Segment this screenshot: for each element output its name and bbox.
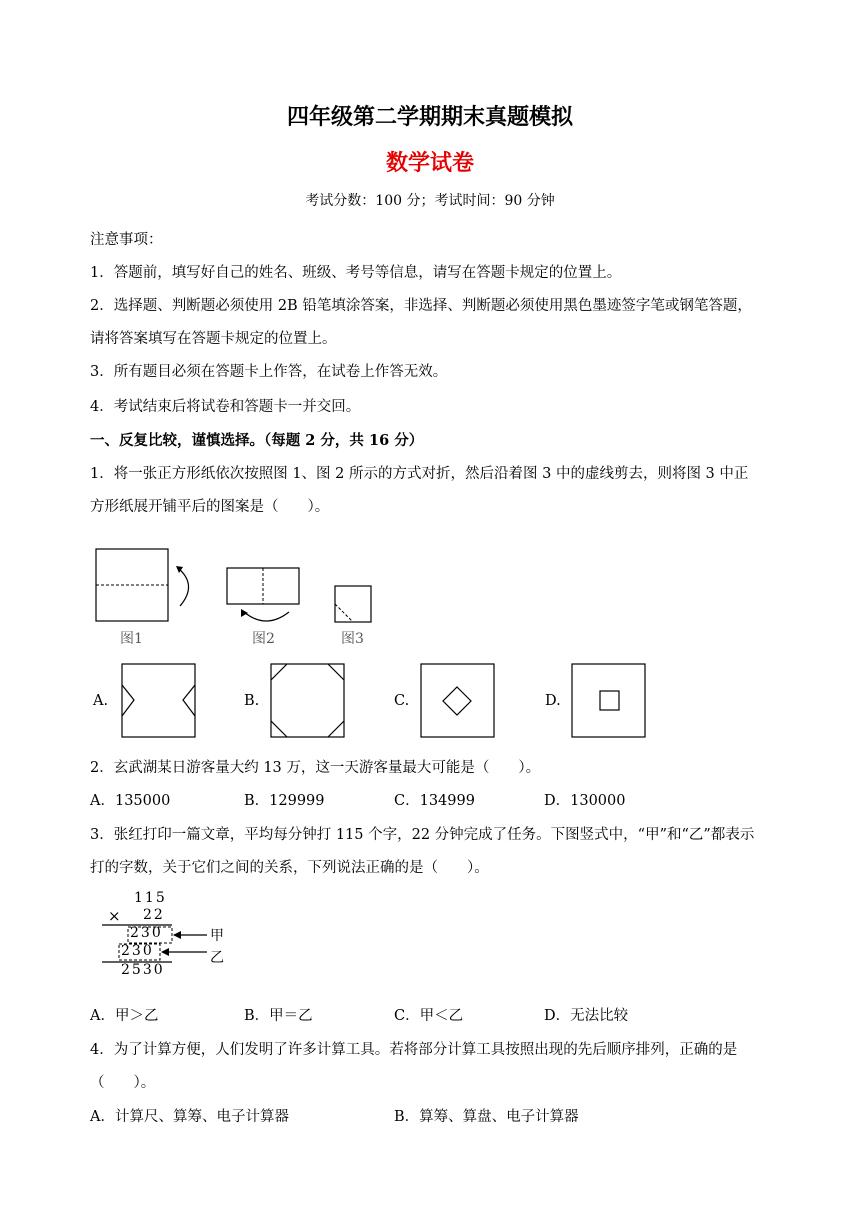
q2-option-a: A．135000 bbox=[90, 793, 171, 809]
page-title: 四年级第二学期期末真题模拟 bbox=[286, 104, 573, 130]
section-heading: 一、反复比较，谨慎选择。（每题 2 分，共 16 分） bbox=[90, 432, 424, 449]
exam-info: 考试分数：100 分；考试时间：90 分钟 bbox=[305, 193, 555, 209]
q4-option-b: B．算筹、算盘、电子计算器 bbox=[394, 1109, 579, 1125]
q1-option-c: C. bbox=[394, 693, 410, 709]
q4-text: （ ）。 bbox=[90, 1075, 156, 1091]
q2-option-b: B．129999 bbox=[244, 793, 325, 809]
notice-item: 1．答题前，填写好自己的姓名、班级、考号等信息，请写在答题卡规定的位置上。 bbox=[90, 265, 622, 281]
q4-text: 4．为了计算方便，人们发明了许多计算工具。若将部分计算工具按照出现的先后顺序排列，正确的是 bbox=[90, 1042, 738, 1058]
calc-multiplier: 22 bbox=[143, 907, 165, 923]
q3-option-d: D．无法比较 bbox=[544, 1008, 629, 1024]
q3-text: 打的字数，关于它们之间的关系，下列说法正确的是（ ）。 bbox=[90, 860, 489, 876]
q3-option-b: B．甲＝乙 bbox=[244, 1008, 313, 1024]
q3-option-a: A．甲＞乙 bbox=[90, 1008, 159, 1024]
notice-heading: 注意事项： bbox=[90, 232, 163, 248]
page-subtitle: 数学试卷 bbox=[385, 150, 474, 176]
calc-label-jia: 甲 bbox=[210, 928, 224, 944]
q2-text: 2．玄武湖某日游客量大约 13 万，这一天游客量最大可能是（ ）。 bbox=[90, 760, 541, 776]
q1-text: 1．将一张正方形纸依次按照图 1、图 2 所示的方式对折，然后沿着图 3 中的虚线剪去，则将图 3 中正 bbox=[90, 466, 749, 482]
q1-option-b: B. bbox=[244, 693, 260, 709]
q3-text: 3．张红打印一篇文章，平均每分钟打 115 个字，22 分钟完成了任务。下图竖式中，“甲”和“乙”都表示 bbox=[90, 827, 755, 843]
calc-partial-jia: 230 bbox=[130, 925, 163, 941]
q4-option-a: A．计算尺、算筹、电子计算器 bbox=[90, 1109, 289, 1125]
calc-multiplicand: 115 bbox=[134, 890, 167, 906]
figure-label: 图2 bbox=[252, 631, 275, 647]
notice-item: 4．考试结束后将试卷和答题卡一并交回。 bbox=[90, 399, 361, 415]
q1-option-d: D. bbox=[545, 693, 561, 709]
calc-times: × bbox=[108, 907, 121, 925]
notice-item: 2．选择题、判断题必须使用 2B 铅笔填涂答案，非选择、判断题必须使用黑色墨迹签字笔或钢笔答题， bbox=[90, 298, 752, 314]
figure-label: 图3 bbox=[341, 631, 364, 647]
calc-label-yi: 乙 bbox=[210, 950, 224, 966]
q1-text: 方形纸展开铺平后的图案是（ ）。 bbox=[90, 499, 330, 515]
notice-item: 请将答案填写在答题卡规定的位置上。 bbox=[90, 331, 337, 347]
q1-option-a: A. bbox=[93, 693, 109, 709]
calc-result: 2530 bbox=[121, 962, 165, 978]
figure-label: 图1 bbox=[120, 631, 143, 647]
notice-item: 3．所有题目必须在答题卡上作答，在试卷上作答无效。 bbox=[90, 364, 448, 380]
q2-option-d: D．130000 bbox=[544, 793, 626, 809]
calc-partial-yi: 230 bbox=[121, 943, 154, 959]
q2-option-c: C．134999 bbox=[394, 793, 475, 809]
q3-option-c: C．甲＜乙 bbox=[394, 1008, 464, 1024]
